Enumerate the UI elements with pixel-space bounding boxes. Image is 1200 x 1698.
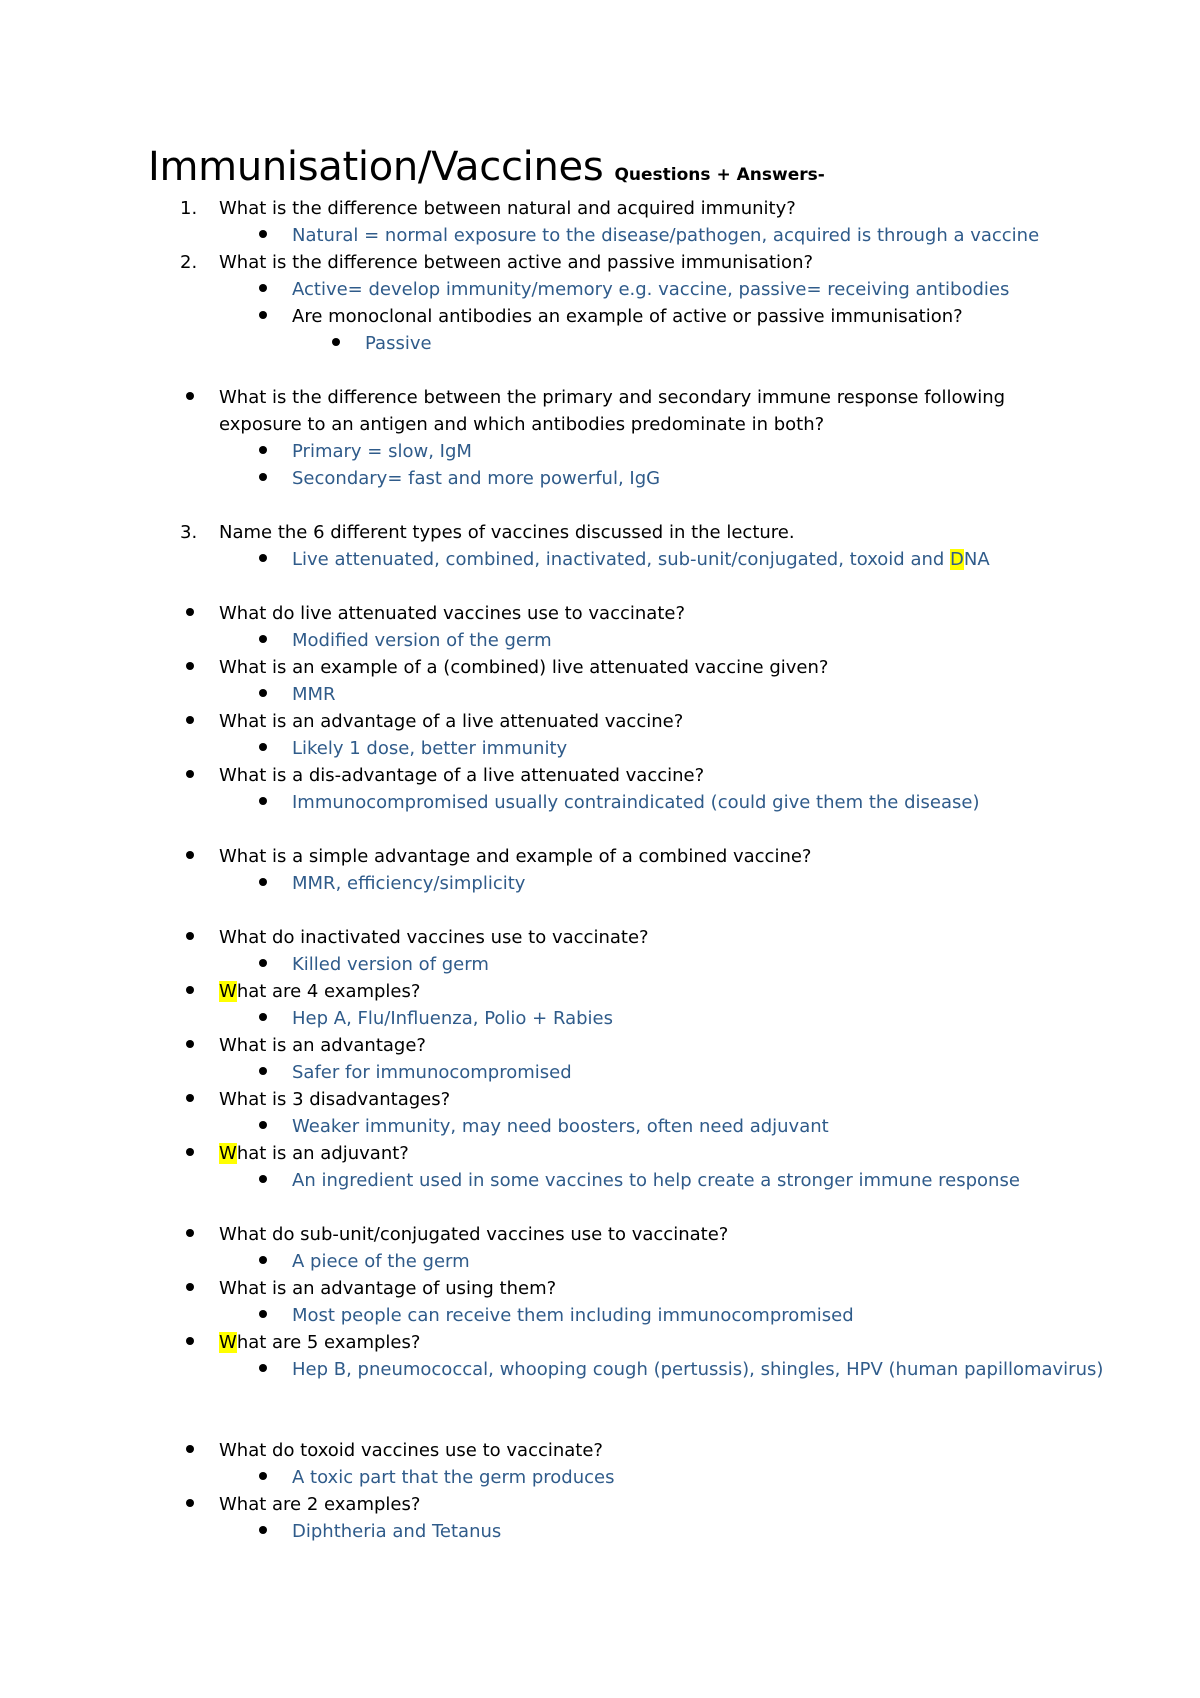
answer-text: An ingredient used in some vaccines to help create a stronger immune response [292,1170,1020,1191]
question-text: What is a dis-advantage of a live attenuated vaccine? [219,765,705,786]
answer-text: Safer for immunocompromised [292,1062,572,1083]
bullet-icon [259,1472,267,1480]
question-text [219,1140,409,1167]
bullet-icon [186,932,194,940]
answer-text: Hep A, Flu/Influenza, Polio + Rabies [292,1008,613,1029]
list-number: 3. [180,522,198,543]
answer-text: Primary = slow, IgM [292,441,472,462]
bullet-icon [259,1310,267,1318]
answer-text: Diphtheria and Tetanus [292,1521,502,1542]
question-text: What is the difference between natural and acquired immunity? [219,198,796,219]
answer-text: Immunocompromised usually contraindicated (could give them the disease) [292,792,980,813]
list-number: 1. [180,198,198,219]
question-text: What do sub-unit/conjugated vaccines use to vaccinate? [219,1224,729,1245]
bullet-icon [259,1175,267,1183]
bullet-icon [186,1094,194,1102]
answer-text: Weaker immunity, may need boosters, often need adjuvant [292,1116,829,1137]
question-text: What is an advantage? [219,1035,426,1056]
text-segment: hat are 5 examples? [236,1332,421,1353]
highlighted-text: W [219,981,237,1002]
answer-text: Killed version of germ [292,954,489,975]
bullet-icon [259,1364,267,1372]
answer-text: Most people can receive them including immunocompromised [292,1305,854,1326]
text-segment: hat are 4 examples? [236,981,421,1002]
text-segment: Live attenuated, combined, inactivated, sub-unit/conjugated, toxoid and [292,549,951,570]
bullet-icon [186,1499,194,1507]
bullet-icon [259,797,267,805]
bullet-icon [186,986,194,994]
question-text: What is a simple advantage and example of a combined vaccine? [219,846,812,867]
question-text: What is an advantage of using them? [219,1278,557,1299]
highlighted-text: W [219,1332,237,1353]
answer-text: Active= develop immunity/memory e.g. vaccine, passive= receiving antibodies [292,279,1010,300]
bullet-icon [259,1067,267,1075]
bullet-icon [259,743,267,751]
bullet-icon [186,1148,194,1156]
question-text: Name the 6 different types of vaccines discussed in the lecture. [219,522,795,543]
bullet-icon [186,1445,194,1453]
bullet-icon [186,770,194,778]
question-text: Are monoclonal antibodies an example of active or passive immunisation? [292,306,963,327]
bullet-icon [186,716,194,724]
bullet-icon [186,608,194,616]
question-text: What is an example of a (combined) live attenuated vaccine given? [219,657,829,678]
highlighted-text: W [219,1143,237,1164]
bullet-icon [186,851,194,859]
answer-text: Likely 1 dose, better immunity [292,738,568,759]
answer-text: Hep B, pneumococcal, whooping cough (pertussis), shingles, HPV (human papillomavirus) [292,1359,1104,1380]
bullet-icon [259,1526,267,1534]
answer-text: Natural = normal exposure to the disease/pathogen, acquired is through a vaccine [292,225,1040,246]
text-segment: hat is an adjuvant? [236,1143,409,1164]
highlighted-text: D [950,549,964,570]
question-text: What is 3 disadvantages? [219,1089,451,1110]
bullet-icon [186,1337,194,1345]
question-text: What is an advantage of a live attenuated vaccine? [219,711,684,732]
bullet-icon [259,1256,267,1264]
question-text: What is the difference between active and passive immunisation? [219,252,814,273]
bullet-icon [259,230,267,238]
bullet-icon [186,1040,194,1048]
page-title: Immunisation/Vaccines [148,144,604,190]
bullet-icon [186,392,194,400]
answer-text [292,546,990,573]
bullet-icon [259,554,267,562]
question-text [219,1329,420,1356]
question-text: What are 2 examples? [219,1494,421,1515]
bullet-icon [259,284,267,292]
list-number: 2. [180,252,198,273]
bullet-icon [259,878,267,886]
answer-text: Passive [365,333,432,354]
bullet-icon [332,338,340,346]
answer-text: MMR [292,684,336,705]
text-segment: NA [963,549,990,570]
bullet-icon [259,311,267,319]
bullet-icon [186,1229,194,1237]
bullet-icon [259,473,267,481]
answer-text: A piece of the germ [292,1251,470,1272]
bullet-icon [186,1283,194,1291]
question-text: What do inactivated vaccines use to vaccinate? [219,927,649,948]
question-text: What do toxoid vaccines use to vaccinate? [219,1440,603,1461]
bullet-icon [186,662,194,670]
bullet-icon [259,1121,267,1129]
answer-text: Secondary= fast and more powerful, IgG [292,468,661,489]
question-text: What do live attenuated vaccines use to vaccinate? [219,603,686,624]
bullet-icon [259,1013,267,1021]
title-row [148,144,825,190]
bullet-icon [259,635,267,643]
bullet-icon [259,689,267,697]
question-text [219,978,420,1005]
page-subtitle: Questions + Answers- [614,165,825,185]
bullet-icon [259,446,267,454]
answer-text: Modified version of the germ [292,630,552,651]
answer-text: A toxic part that the germ produces [292,1467,615,1488]
bullet-icon [259,959,267,967]
question-text: What is the difference between the primary and secondary immune response following exposure to an antigen and which antibodies predominate in both? [219,387,1006,435]
answer-text: MMR, efficiency/simplicity [292,873,526,894]
